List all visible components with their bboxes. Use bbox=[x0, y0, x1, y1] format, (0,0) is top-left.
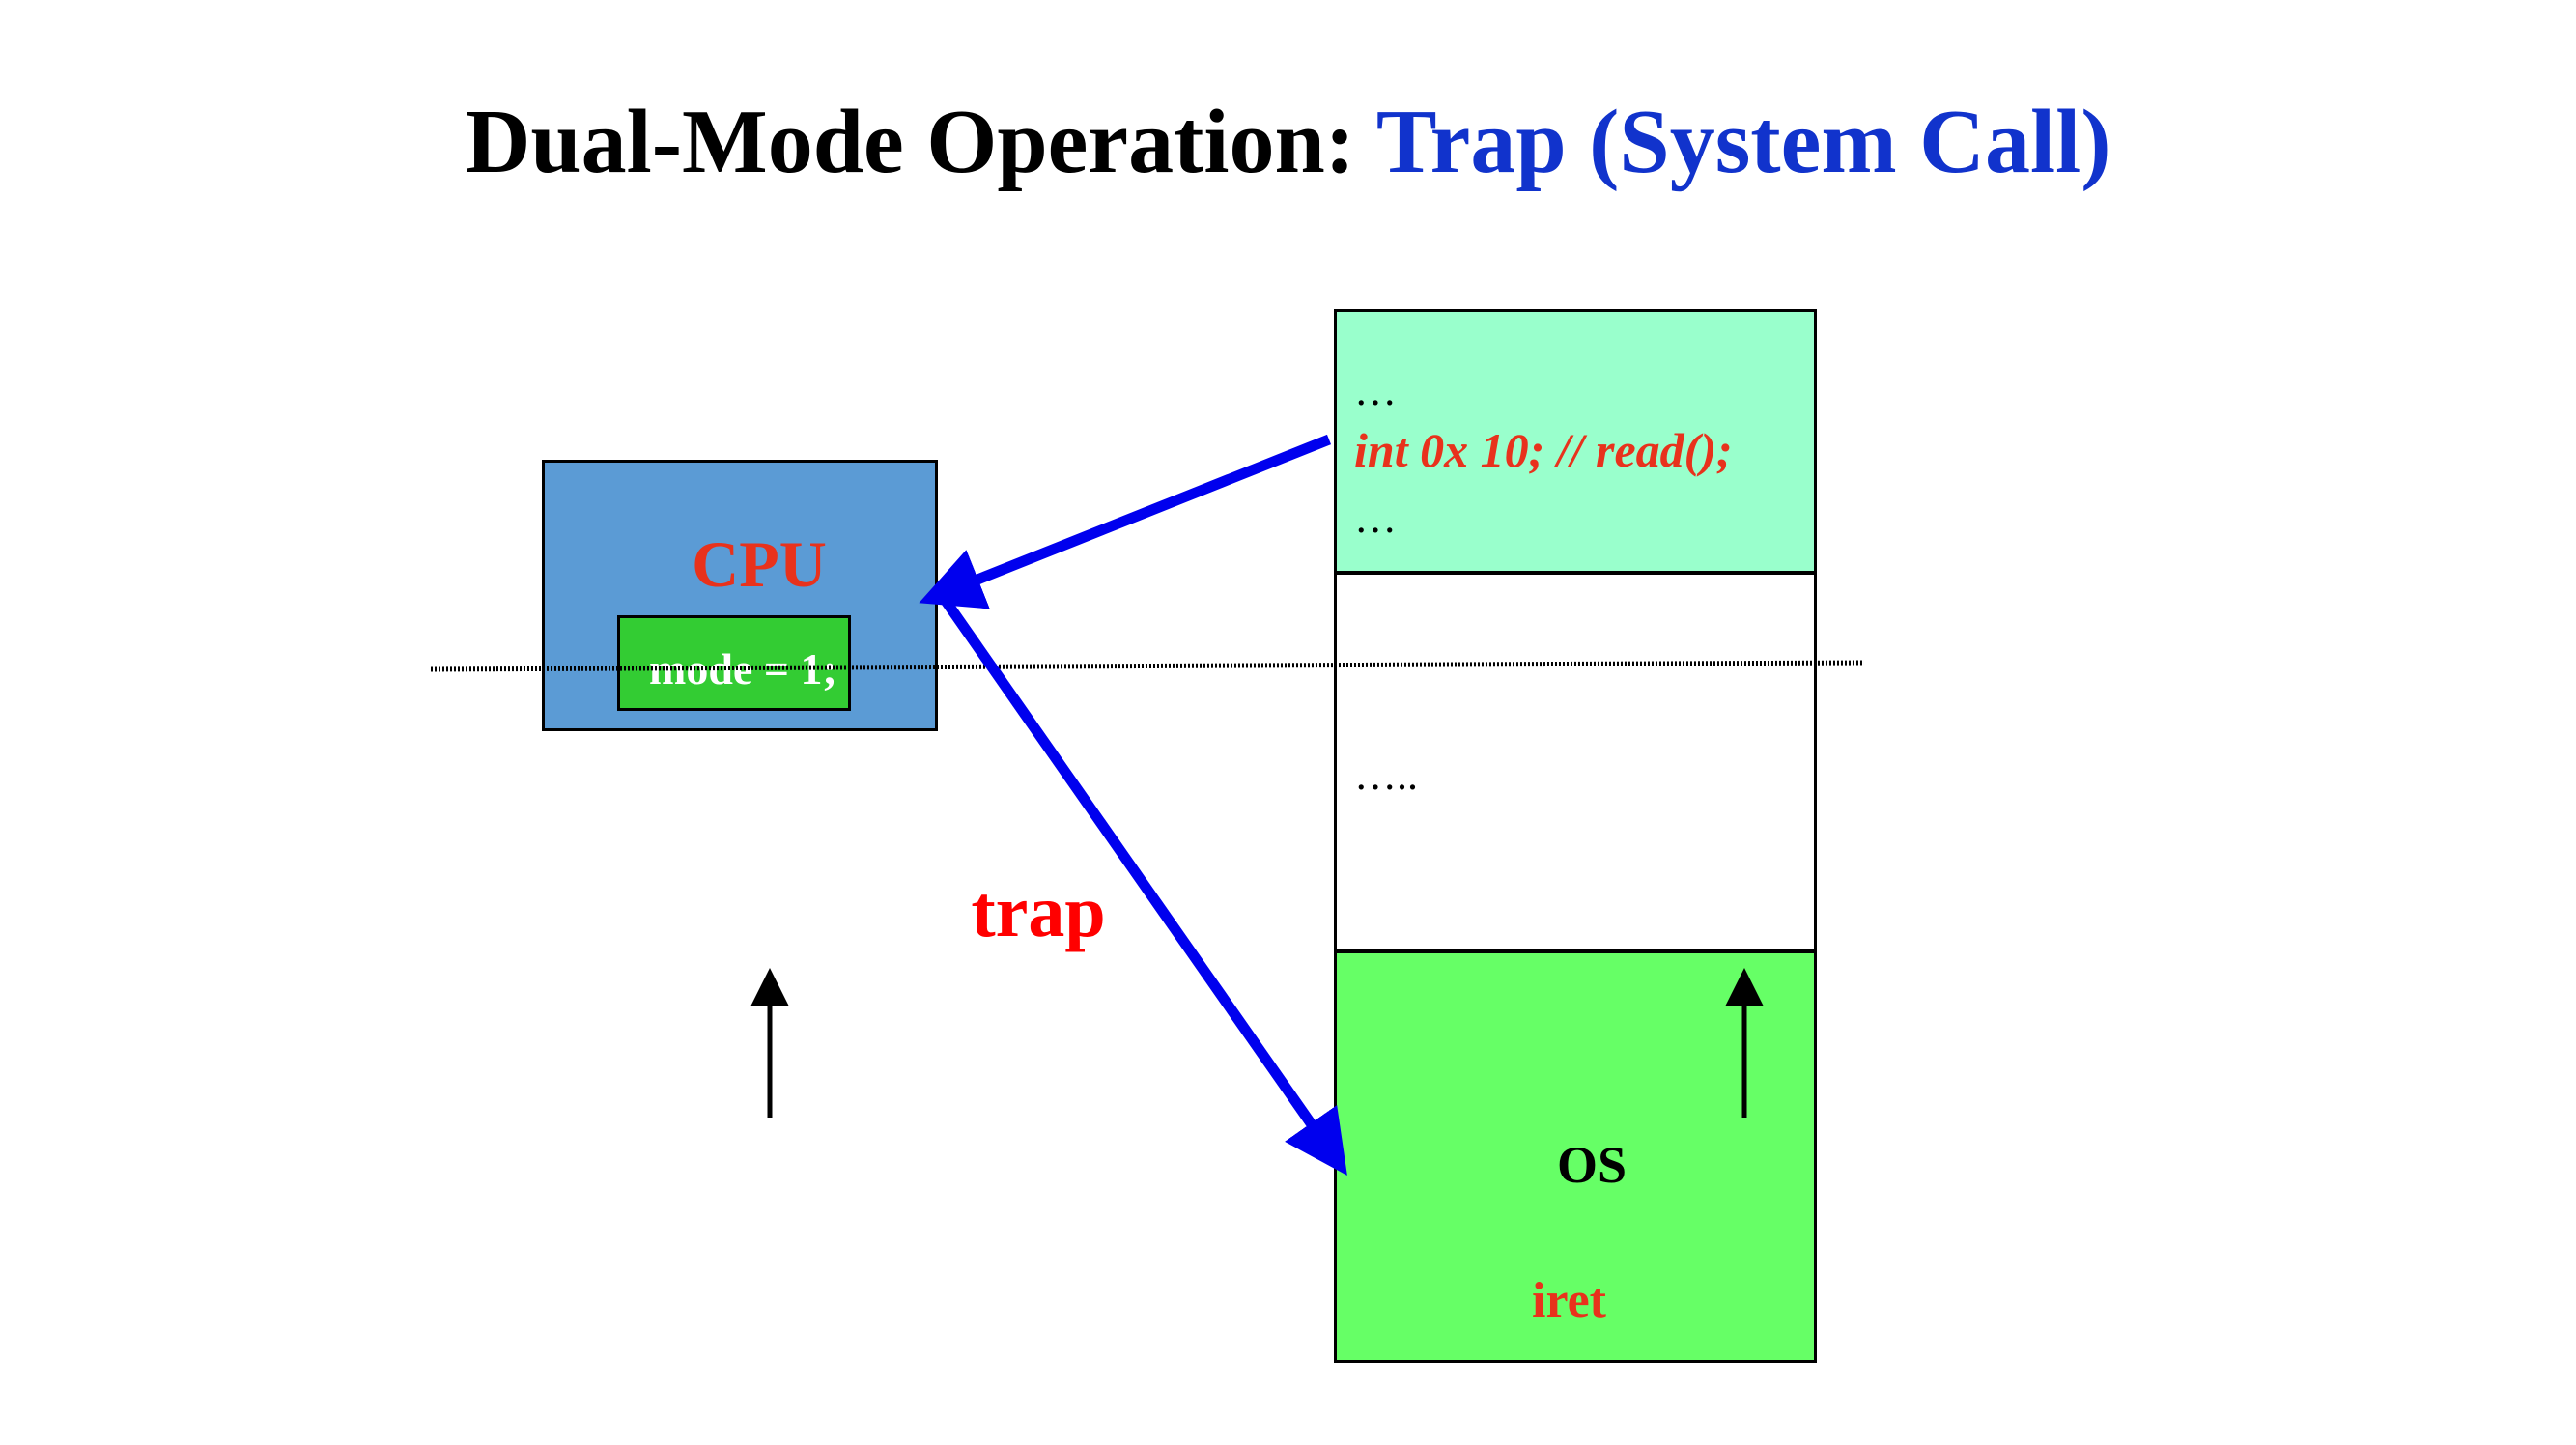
cpu-label: CPU bbox=[692, 527, 827, 601]
user-ellipsis-top: … bbox=[1354, 367, 1397, 414]
user-ellipsis-bottom: … bbox=[1354, 495, 1397, 542]
iret-label: iret bbox=[1532, 1273, 1606, 1328]
trap-label: trap bbox=[971, 871, 1106, 952]
syscall-arrow bbox=[948, 439, 1329, 591]
title-prefix: Dual-Mode Operation: bbox=[465, 92, 1376, 192]
mode-register-label: mode = 1; bbox=[649, 644, 837, 694]
mode-boundary-line bbox=[431, 663, 1864, 669]
os-label: OS bbox=[1557, 1136, 1628, 1194]
title-highlight: Trap (System Call) bbox=[1375, 92, 2111, 192]
syscall-code-line: int 0x 10; // read(); bbox=[1354, 423, 1733, 477]
middle-ellipsis: ….. bbox=[1354, 751, 1418, 799]
trap-arrow bbox=[939, 591, 1329, 1149]
